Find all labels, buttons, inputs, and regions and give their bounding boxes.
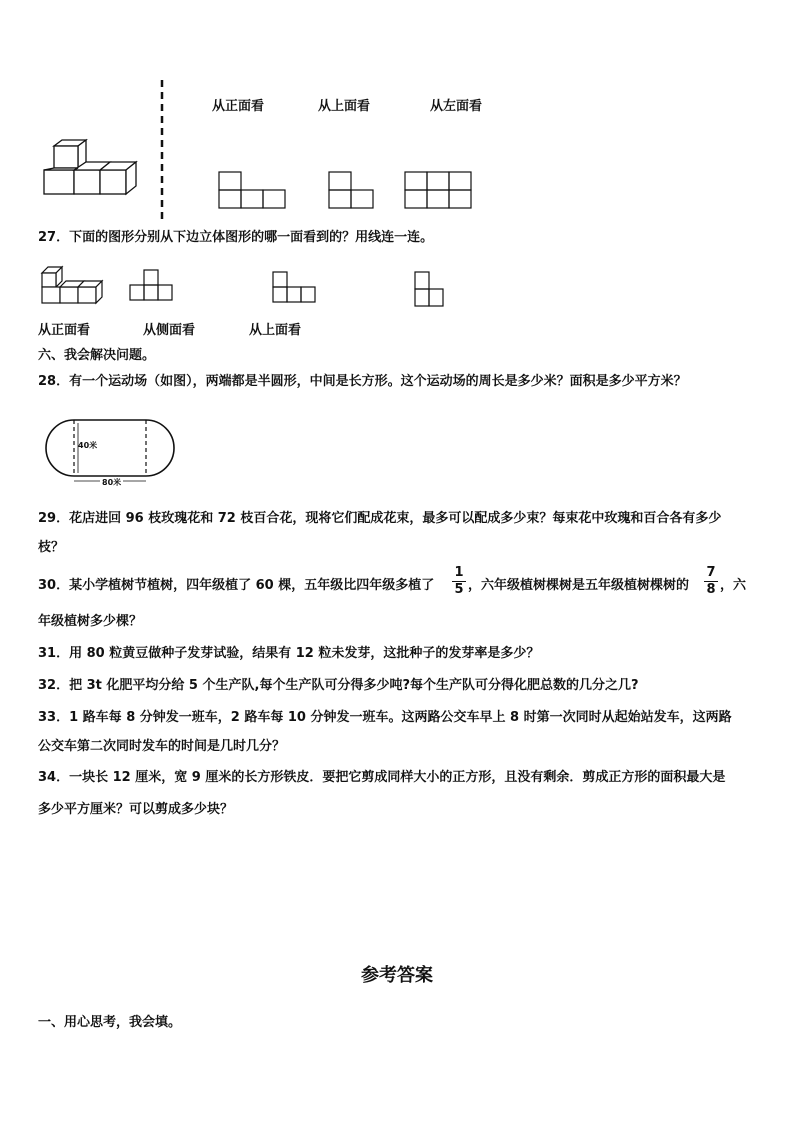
- q27-label-front: 从正面看: [38, 323, 91, 338]
- q27-view-3: [415, 272, 449, 312]
- dashed-divider: [159, 80, 165, 220]
- answers-section-1: 一、用心思考，我会填。: [38, 1015, 182, 1030]
- top-view-label: 从上面看: [318, 99, 371, 114]
- fraction-seven-eighths-numerator: 7: [706, 565, 716, 580]
- view-shape-a: [219, 172, 289, 212]
- q27-label-side: 从侧面看: [143, 323, 196, 338]
- question-31: 31．用 80 粒黄豆做种子发芽试验，结果有 12 粒未发芽，这批种子的发芽率是多少？: [38, 646, 540, 661]
- question-30-part-2: ，六年级植树棵树是五年级植树棵树的: [468, 578, 690, 593]
- q27-solid-figure: [40, 265, 102, 305]
- question-33-line-2: 公交车第二次同时发车的时间是几时几分？: [38, 739, 286, 754]
- fraction-seven-eighths-denominator: 8: [706, 582, 716, 597]
- q27-view-1: [130, 270, 180, 304]
- question-29-line-2: 枝？: [38, 540, 65, 555]
- question-27: 27．下面的图形分别从下边立体图形的哪一面看到的？用线连一连。: [38, 230, 434, 245]
- question-30-part-1: 30．某小学植树节植树，四年级植了 60 棵，五年级比四年级多植了: [38, 578, 435, 593]
- q27-view-2: [273, 272, 323, 306]
- left-view-label: 从左面看: [430, 99, 483, 114]
- question-34-line-1: 34．一块长 12 厘米，宽 9 厘米的长方形铁皮．要把它剪成同样大小的正方形，且没有剩余．剪成正方形的面积最大是: [38, 770, 726, 785]
- question-30-line-2: 年级植树多少棵？: [38, 614, 143, 629]
- fraction-one-fifth-denominator: 5: [454, 582, 464, 597]
- fraction-seven-eighths: [704, 566, 718, 597]
- fraction-one-fifth: [452, 566, 466, 597]
- q27-label-top: 从上面看: [249, 323, 302, 338]
- cube-solid-figure: [42, 140, 142, 200]
- question-34-line-2: 多少平方厘米？可以剪成多少块？: [38, 802, 234, 817]
- track-diagram: [46, 415, 186, 485]
- question-30-part-3: ，六: [720, 578, 747, 593]
- answers-title: 参考答案: [361, 965, 433, 986]
- track-length-label: 80米: [102, 478, 122, 487]
- view-shape-b: [329, 172, 379, 212]
- question-29-line-1: 29．花店进回 96 枝玫瑰花和 72 枝百合花，现将它们配成花束，最多可以配成多少束？每束花中玫瑰和百合各有多少: [38, 511, 722, 526]
- front-view-label: 从正面看: [212, 99, 265, 114]
- question-28: 28．有一个运动场（如图），两端都是半圆形，中间是长方形。这个运动场的周长是多少米？面积是多少平方米？: [38, 374, 687, 389]
- track-height-label: 40米: [78, 441, 98, 450]
- fraction-one-fifth-numerator: 1: [454, 565, 464, 580]
- view-shape-c: [405, 172, 475, 212]
- section-6-heading: 六、我会解决问题。: [38, 348, 156, 363]
- question-33-line-1: 33．1 路车每 8 分钟发一班车，2 路车每 10 分钟发一班车。这两路公交车早上 8 时第一次同时从起始站发车，这两路: [38, 710, 732, 725]
- question-32: 32．把 3t 化肥平均分给 5 个生产队,每个生产队可分得多少吨?每个生产队可分得化肥总数的几分之几?: [38, 678, 639, 693]
